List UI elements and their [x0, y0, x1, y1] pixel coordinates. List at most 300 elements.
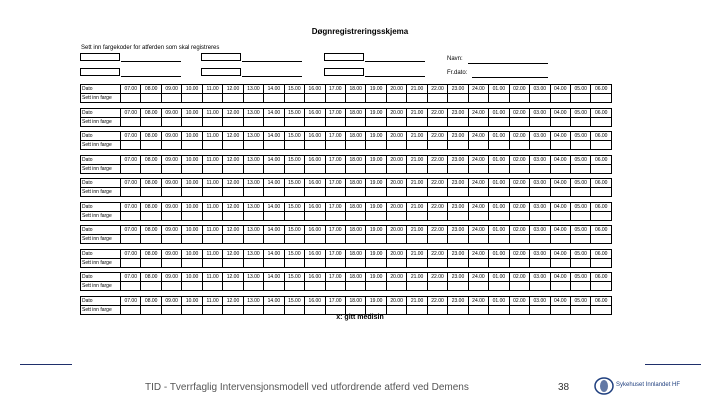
color-cell[interactable]	[427, 94, 447, 103]
color-cell[interactable]	[264, 94, 284, 103]
color-cell[interactable]	[305, 258, 325, 267]
color-cell[interactable]	[243, 305, 263, 314]
color-cell[interactable]	[570, 94, 590, 103]
color-cell[interactable]	[550, 188, 570, 197]
color-cell[interactable]	[161, 164, 181, 173]
color-cell[interactable]	[366, 282, 386, 291]
color-row	[81, 94, 612, 103]
hour-cell: 14.00	[264, 132, 284, 141]
hour-cell: 02.00	[509, 296, 529, 305]
color-cell[interactable]	[121, 141, 141, 150]
color-cell[interactable]	[121, 164, 141, 173]
color-cell[interactable]	[591, 211, 612, 220]
color-cell[interactable]	[325, 211, 345, 220]
hour-cell: 01.00	[489, 155, 509, 164]
color-cell[interactable]	[468, 188, 488, 197]
color-cell[interactable]	[591, 305, 612, 314]
color-cell[interactable]	[202, 94, 222, 103]
color-cell[interactable]	[345, 164, 365, 173]
color-cell[interactable]	[223, 282, 243, 291]
color-cell[interactable]	[243, 141, 263, 150]
color-cell[interactable]	[386, 117, 406, 126]
color-cell[interactable]	[366, 211, 386, 220]
color-cell[interactable]	[141, 235, 161, 244]
color-cell[interactable]	[284, 305, 304, 314]
color-cell[interactable]	[570, 305, 590, 314]
color-cell[interactable]	[366, 164, 386, 173]
color-cell[interactable]	[243, 258, 263, 267]
color-cell[interactable]	[570, 282, 590, 291]
color-cell[interactable]	[243, 164, 263, 173]
color-cell[interactable]	[468, 258, 488, 267]
color-cell[interactable]	[591, 258, 612, 267]
color-cell[interactable]	[284, 141, 304, 150]
color-cell[interactable]	[489, 305, 509, 314]
color-cell[interactable]	[202, 211, 222, 220]
color-cell[interactable]	[264, 305, 284, 314]
color-code-line	[365, 61, 425, 62]
color-cell[interactable]	[264, 258, 284, 267]
color-cell[interactable]	[121, 282, 141, 291]
color-cell[interactable]	[121, 305, 141, 314]
hour-cell: 09.00	[161, 132, 181, 141]
hour-cell: 14.00	[264, 179, 284, 188]
color-cell[interactable]	[550, 211, 570, 220]
color-cell[interactable]	[264, 235, 284, 244]
color-cell[interactable]	[182, 141, 202, 150]
color-cell[interactable]	[386, 94, 406, 103]
color-cell[interactable]	[468, 235, 488, 244]
color-cell[interactable]	[530, 141, 550, 150]
color-cell[interactable]	[305, 211, 325, 220]
color-cell[interactable]	[448, 258, 468, 267]
color-cell[interactable]	[202, 117, 222, 126]
color-cell[interactable]	[550, 117, 570, 126]
color-cell[interactable]	[550, 305, 570, 314]
color-cell[interactable]	[489, 211, 509, 220]
hour-cell: 20.00	[386, 179, 406, 188]
color-cell[interactable]	[223, 211, 243, 220]
color-code-line	[242, 76, 302, 77]
hour-cell: 09.00	[161, 249, 181, 258]
hour-cell: 09.00	[161, 155, 181, 164]
color-cell[interactable]	[448, 305, 468, 314]
color-cell[interactable]	[223, 305, 243, 314]
color-cell[interactable]	[305, 235, 325, 244]
color-cell[interactable]	[223, 141, 243, 150]
color-cell[interactable]	[202, 305, 222, 314]
hour-cell: 08.00	[141, 296, 161, 305]
hour-cell: 15.00	[284, 179, 304, 188]
color-cell[interactable]	[366, 141, 386, 150]
color-cell[interactable]	[427, 117, 447, 126]
color-cell[interactable]	[489, 235, 509, 244]
color-cell[interactable]	[284, 188, 304, 197]
color-cell[interactable]	[468, 141, 488, 150]
color-cell[interactable]	[570, 211, 590, 220]
color-cell[interactable]	[202, 164, 222, 173]
color-cell[interactable]	[264, 211, 284, 220]
color-cell[interactable]	[530, 117, 550, 126]
color-cell[interactable]	[530, 258, 550, 267]
color-cell[interactable]	[386, 211, 406, 220]
hour-cell: 23.00	[448, 85, 468, 94]
color-cell[interactable]	[407, 258, 427, 267]
color-cell[interactable]	[243, 117, 263, 126]
color-cell[interactable]	[570, 117, 590, 126]
color-cell[interactable]	[345, 94, 365, 103]
color-cell[interactable]	[325, 235, 345, 244]
color-cell[interactable]	[509, 211, 529, 220]
color-cell[interactable]	[407, 188, 427, 197]
color-cell[interactable]	[366, 117, 386, 126]
color-cell[interactable]	[202, 235, 222, 244]
color-cell[interactable]	[509, 305, 529, 314]
color-cell[interactable]	[468, 94, 488, 103]
hour-cell: 24.00	[468, 273, 488, 282]
hour-cell: 15.00	[284, 273, 304, 282]
hour-cell: 23.00	[448, 155, 468, 164]
color-cell[interactable]	[345, 141, 365, 150]
color-cell[interactable]	[121, 258, 141, 267]
color-code-box	[80, 68, 120, 76]
color-cell[interactable]	[448, 94, 468, 103]
color-cell[interactable]	[243, 211, 263, 220]
color-cell[interactable]	[141, 305, 161, 314]
hour-cell: 06.00	[591, 179, 612, 188]
hour-cell: 18.00	[345, 108, 365, 117]
color-cell[interactable]	[591, 141, 612, 150]
color-cell[interactable]	[345, 282, 365, 291]
color-cell[interactable]	[161, 117, 181, 126]
color-cell[interactable]	[509, 94, 529, 103]
color-cell[interactable]	[161, 211, 181, 220]
color-cell[interactable]	[161, 258, 181, 267]
color-cell[interactable]	[141, 188, 161, 197]
color-cell[interactable]	[427, 211, 447, 220]
color-cell[interactable]	[386, 305, 406, 314]
color-cell[interactable]	[202, 282, 222, 291]
color-cell[interactable]	[325, 258, 345, 267]
day-block	[80, 202, 612, 221]
color-cell[interactable]	[182, 211, 202, 220]
color-cell[interactable]	[305, 117, 325, 126]
hour-cell: 12.00	[223, 132, 243, 141]
color-cell[interactable]	[468, 305, 488, 314]
color-cell[interactable]	[141, 117, 161, 126]
date-label: Dato	[81, 155, 121, 164]
hour-cell: 21.00	[407, 132, 427, 141]
color-cell[interactable]	[325, 141, 345, 150]
color-cell[interactable]	[407, 141, 427, 150]
hour-cell: 07.00	[121, 273, 141, 282]
color-cell[interactable]	[305, 305, 325, 314]
color-cell[interactable]	[161, 141, 181, 150]
hour-cell: 20.00	[386, 273, 406, 282]
color-cell[interactable]	[161, 235, 181, 244]
color-cell[interactable]	[530, 211, 550, 220]
color-cell[interactable]	[591, 117, 612, 126]
color-cell[interactable]	[325, 188, 345, 197]
color-cell[interactable]	[386, 258, 406, 267]
color-cell[interactable]	[550, 235, 570, 244]
color-cell[interactable]	[223, 188, 243, 197]
color-cell[interactable]	[325, 94, 345, 103]
color-cell[interactable]	[264, 282, 284, 291]
color-cell[interactable]	[182, 117, 202, 126]
color-cell[interactable]	[489, 188, 509, 197]
day-block	[80, 178, 612, 197]
color-cell[interactable]	[325, 305, 345, 314]
color-cell[interactable]	[325, 164, 345, 173]
color-cell[interactable]	[570, 141, 590, 150]
date-row	[81, 249, 612, 258]
color-cell[interactable]	[530, 188, 550, 197]
color-cell[interactable]	[427, 305, 447, 314]
color-cell[interactable]	[264, 188, 284, 197]
hour-cell: 24.00	[468, 296, 488, 305]
hour-cell: 01.00	[489, 296, 509, 305]
color-cell[interactable]	[407, 94, 427, 103]
color-cell[interactable]	[530, 164, 550, 173]
color-cell[interactable]	[121, 188, 141, 197]
color-cell[interactable]	[141, 258, 161, 267]
color-cell[interactable]	[407, 282, 427, 291]
color-cell[interactable]	[407, 211, 427, 220]
color-cell[interactable]	[223, 117, 243, 126]
color-cell[interactable]	[141, 94, 161, 103]
hour-cell: 14.00	[264, 249, 284, 258]
color-cell[interactable]	[530, 235, 550, 244]
color-cell[interactable]	[202, 141, 222, 150]
color-cell[interactable]	[243, 188, 263, 197]
hour-cell: 03.00	[530, 249, 550, 258]
color-cell[interactable]	[141, 141, 161, 150]
color-cell[interactable]	[468, 164, 488, 173]
color-row	[81, 141, 612, 150]
color-cell[interactable]	[141, 164, 161, 173]
color-cell[interactable]	[366, 305, 386, 314]
color-cell[interactable]	[386, 164, 406, 173]
color-cell[interactable]	[570, 164, 590, 173]
color-cell[interactable]	[366, 94, 386, 103]
color-cell[interactable]	[448, 117, 468, 126]
color-cell[interactable]	[489, 94, 509, 103]
color-cell[interactable]	[325, 117, 345, 126]
color-cell[interactable]	[386, 235, 406, 244]
color-cell[interactable]	[386, 188, 406, 197]
color-cell[interactable]	[121, 94, 141, 103]
color-cell[interactable]	[264, 141, 284, 150]
color-cell[interactable]	[489, 164, 509, 173]
color-cell[interactable]	[243, 94, 263, 103]
hour-cell: 10.00	[182, 155, 202, 164]
color-cell[interactable]	[305, 94, 325, 103]
color-cell[interactable]	[345, 117, 365, 126]
color-cell[interactable]	[570, 235, 590, 244]
color-cell[interactable]	[591, 164, 612, 173]
color-cell[interactable]	[468, 117, 488, 126]
color-cell[interactable]	[284, 117, 304, 126]
color-cell[interactable]	[305, 282, 325, 291]
color-cell[interactable]	[345, 258, 365, 267]
color-cell[interactable]	[161, 282, 181, 291]
color-cell[interactable]	[509, 235, 529, 244]
color-cell[interactable]	[182, 188, 202, 197]
color-cell[interactable]	[182, 235, 202, 244]
color-cell[interactable]	[325, 282, 345, 291]
color-cell[interactable]	[550, 282, 570, 291]
color-cell[interactable]	[182, 305, 202, 314]
color-cell[interactable]	[345, 188, 365, 197]
color-cell[interactable]	[345, 305, 365, 314]
color-cell[interactable]	[489, 258, 509, 267]
date-label: Dato	[81, 296, 121, 305]
color-cell[interactable]	[591, 188, 612, 197]
color-cell[interactable]	[489, 141, 509, 150]
color-cell[interactable]	[386, 141, 406, 150]
hour-cell: 11.00	[202, 202, 222, 211]
color-cell[interactable]	[407, 305, 427, 314]
color-cell[interactable]	[509, 282, 529, 291]
color-cell[interactable]	[161, 188, 181, 197]
hour-cell: 17.00	[325, 85, 345, 94]
color-cell[interactable]	[223, 164, 243, 173]
hour-cell: 17.00	[325, 273, 345, 282]
color-cell[interactable]	[530, 305, 550, 314]
color-cell[interactable]	[305, 164, 325, 173]
color-cell[interactable]	[448, 141, 468, 150]
color-cell[interactable]	[284, 94, 304, 103]
hour-cell: 04.00	[550, 296, 570, 305]
color-cell[interactable]	[141, 211, 161, 220]
hour-cell: 06.00	[591, 108, 612, 117]
color-cell[interactable]	[284, 282, 304, 291]
color-cell[interactable]	[570, 188, 590, 197]
hour-cell: 13.00	[243, 132, 263, 141]
color-cell[interactable]	[243, 235, 263, 244]
color-cell[interactable]	[366, 235, 386, 244]
color-cell[interactable]	[489, 282, 509, 291]
color-cell[interactable]	[427, 235, 447, 244]
color-cell[interactable]	[407, 117, 427, 126]
color-cell[interactable]	[223, 235, 243, 244]
color-cell[interactable]	[509, 117, 529, 126]
color-cell[interactable]	[530, 94, 550, 103]
color-cell[interactable]	[243, 282, 263, 291]
color-cell[interactable]	[509, 164, 529, 173]
color-cell[interactable]	[223, 94, 243, 103]
color-cell[interactable]	[550, 141, 570, 150]
color-cell[interactable]	[468, 282, 488, 291]
hour-cell: 15.00	[284, 202, 304, 211]
color-cell[interactable]	[489, 117, 509, 126]
color-cell[interactable]	[182, 164, 202, 173]
color-cell[interactable]	[121, 117, 141, 126]
color-cell[interactable]	[407, 235, 427, 244]
color-cell[interactable]	[427, 282, 447, 291]
color-cell[interactable]	[550, 164, 570, 173]
color-cell[interactable]	[591, 282, 612, 291]
day-block	[80, 249, 612, 268]
hour-cell: 02.00	[509, 226, 529, 235]
hour-cell: 22.00	[427, 155, 447, 164]
color-cell[interactable]	[264, 117, 284, 126]
color-cell[interactable]	[182, 282, 202, 291]
color-cell[interactable]	[448, 235, 468, 244]
color-cell[interactable]	[570, 258, 590, 267]
hour-cell: 18.00	[345, 296, 365, 305]
hour-cell: 24.00	[468, 132, 488, 141]
color-cell[interactable]	[530, 282, 550, 291]
color-cell[interactable]	[223, 258, 243, 267]
hour-cell: 20.00	[386, 226, 406, 235]
color-cell[interactable]	[386, 282, 406, 291]
color-cell[interactable]	[591, 235, 612, 244]
color-cell[interactable]	[509, 258, 529, 267]
color-cell[interactable]	[305, 188, 325, 197]
color-cell[interactable]	[202, 188, 222, 197]
color-cell[interactable]	[366, 258, 386, 267]
color-cell[interactable]	[509, 141, 529, 150]
logo-emblem-icon	[594, 376, 614, 396]
color-cell[interactable]	[182, 258, 202, 267]
color-cell[interactable]	[345, 211, 365, 220]
color-cell[interactable]	[284, 211, 304, 220]
color-cell[interactable]	[427, 164, 447, 173]
color-cell[interactable]	[161, 305, 181, 314]
hour-cell: 04.00	[550, 273, 570, 282]
color-cell[interactable]	[448, 164, 468, 173]
date-row	[81, 155, 612, 164]
color-cell[interactable]	[509, 188, 529, 197]
color-cell[interactable]	[284, 258, 304, 267]
color-cell[interactable]	[305, 141, 325, 150]
hour-cell: 09.00	[161, 179, 181, 188]
color-cell[interactable]	[591, 94, 612, 103]
hour-cell: 08.00	[141, 202, 161, 211]
color-cell[interactable]	[121, 211, 141, 220]
color-cell[interactable]	[550, 258, 570, 267]
color-cell[interactable]	[141, 282, 161, 291]
color-cell[interactable]	[448, 282, 468, 291]
color-cell[interactable]	[427, 258, 447, 267]
color-cell[interactable]	[448, 188, 468, 197]
color-cell[interactable]	[284, 164, 304, 173]
hour-cell: 17.00	[325, 132, 345, 141]
hour-cell: 09.00	[161, 108, 181, 117]
hour-cell: 17.00	[325, 155, 345, 164]
color-cell[interactable]	[284, 235, 304, 244]
color-cell[interactable]	[366, 188, 386, 197]
color-cell[interactable]	[427, 141, 447, 150]
color-cell[interactable]	[202, 258, 222, 267]
color-cell[interactable]	[550, 94, 570, 103]
color-cell[interactable]	[407, 164, 427, 173]
color-cell[interactable]	[468, 211, 488, 220]
color-cell[interactable]	[264, 164, 284, 173]
hour-cell: 21.00	[407, 155, 427, 164]
color-cell[interactable]	[182, 94, 202, 103]
color-cell[interactable]	[448, 211, 468, 220]
hour-cell: 24.00	[468, 249, 488, 258]
color-cell[interactable]	[161, 94, 181, 103]
hour-cell: 15.00	[284, 226, 304, 235]
color-cell[interactable]	[345, 235, 365, 244]
color-cell[interactable]	[427, 188, 447, 197]
color-label: Sett inn farge	[81, 282, 121, 291]
color-cell[interactable]	[121, 235, 141, 244]
